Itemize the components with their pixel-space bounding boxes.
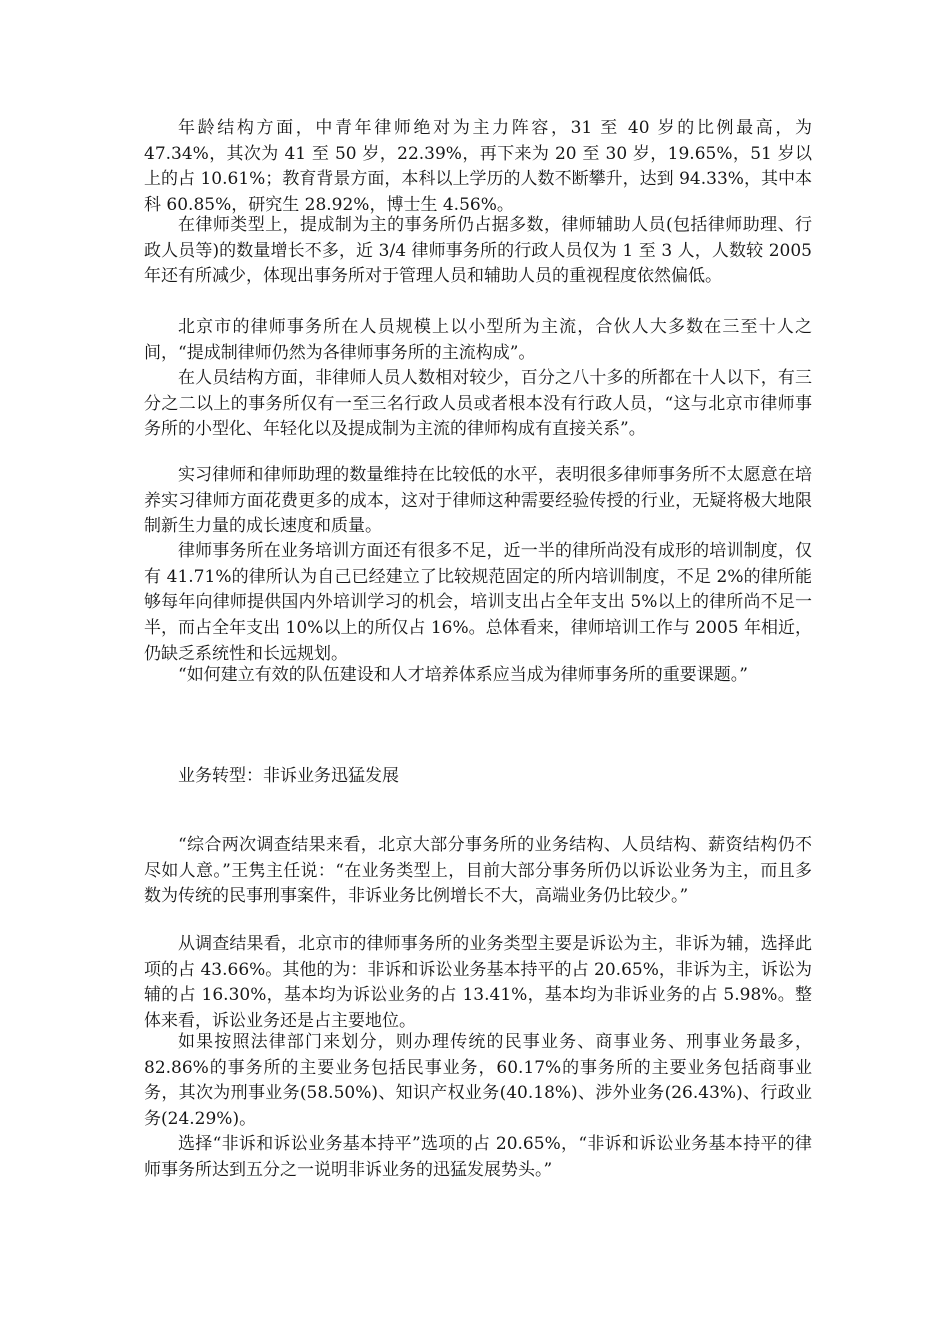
paragraph-business-types: 从调查结果看，北京市的律师事务所的业务类型主要是诉讼为主，非诉为辅，选择此项的占 43.66%。其他的为：非诉和诉讼业务基本持平的占 20.65%，非诉为主，诉讼为辅的占 16.30%，基本均为诉讼业务的占 13.41%，基本均为非诉业务的占 5.98%。整体来看，诉讼业务还是占主要地位。 [144, 934, 812, 1032]
paragraph-business-structure: “综合两次调查结果来看，北京大部分事务所的业务结构、人员结构、薪资结构仍不尽如人意。”王隽主任说：“在业务类型上，目前大部分事务所仍以诉讼业务为主，而且多数为传统的民事刑事案件，非诉业务比例增长不大，高端业务仍比较少。” [144, 835, 812, 907]
paragraph-age-education: 年龄结构方面，中青年律师绝对为主力阵容，31 至 40 岁的比例最高，为47.34%，其次为 41 至 50 岁，22.39%，再下来为 20 至 30 岁，19.65%，51 岁以上的占 10.61%；教育背景方面，本科以上学历的人数不断攀升，达到 94.33%，其中本科 60.85%，研究生 28.92%，博士生 4.56%。 [144, 118, 812, 216]
paragraph-training: 律师事务所在业务培训方面还有很多不足，近一半的律所尚没有成形的培训制度，仅有 41.71%的律所认为自己已经建立了比较规范固定的所内培训制度，不足 2%的律所能够每年向律师提供国内外培训学习的机会，培训支出占全年支出 5%以上的律所尚不足一半，而占全年支出 10%以上的所仅占 16%。总体看来，律师培训工作与 2005 年相近，仍缺乏系统性和长远规划。 [144, 541, 812, 664]
paragraph-firm-scale: 北京市的律师事务所在人员规模上以小型所为主流，合伙人大多数在三至十人之间，“提成制律师仍然为各律师事务所的主流构成”。 [144, 317, 812, 363]
paragraph-legal-departments: 如果按照法律部门来划分，则办理传统的民事业务、商事业务、刑事业务最多，82.86%的事务所的主要业务包括民事业务，60.17%的事务所的主要业务包括商事业务，其次为刑事业务(58.50%)、知识产权业务(40.18%)、涉外业务(26.43%)、行政业务(24.29%)。 [144, 1032, 812, 1130]
paragraph-quote-talent: “如何建立有效的队伍建设和人才培养体系应当成为律师事务所的重要课题。” [178, 665, 748, 685]
paragraph-non-litigation: 选择“非诉和诉讼业务基本持平”选项的占 20.65%，“非诉和诉讼业务基本持平的律师事务所达到五分之一说明非诉业务的迅猛发展势头。” [144, 1134, 812, 1180]
paragraph-staff-structure: 在人员结构方面，非律师人员人数相对较少，百分之八十多的所都在十人以下，有三分之二以上的事务所仅有一至三名行政人员或者根本没有行政人员，“这与北京市律师事务所的小型化、年轻化以及提成制为主流的律师构成有直接关系”。 [144, 368, 812, 440]
paragraph-interns: 实习律师和律师助理的数量维持在比较低的水平，表明很多律师事务所不太愿意在培养实习律师方面花费更多的成本，这对于律师这种需要经验传授的行业，无疑将极大地限制新生力量的成长速度和质量。 [144, 465, 812, 537]
paragraph-lawyer-types: 在律师类型上，提成制为主的事务所仍占据多数，律师辅助人员(包括律师助理、行政人员等)的数量增长不多，近 3/4 律师事务所的行政人员仅为 1 至 3 人，人数较 2005 年还有所减少，体现出事务所对于管理人员和辅助人员的重视程度依然偏低。 [144, 215, 812, 287]
section-heading: 业务转型：非诉业务迅猛发展 [178, 766, 399, 786]
